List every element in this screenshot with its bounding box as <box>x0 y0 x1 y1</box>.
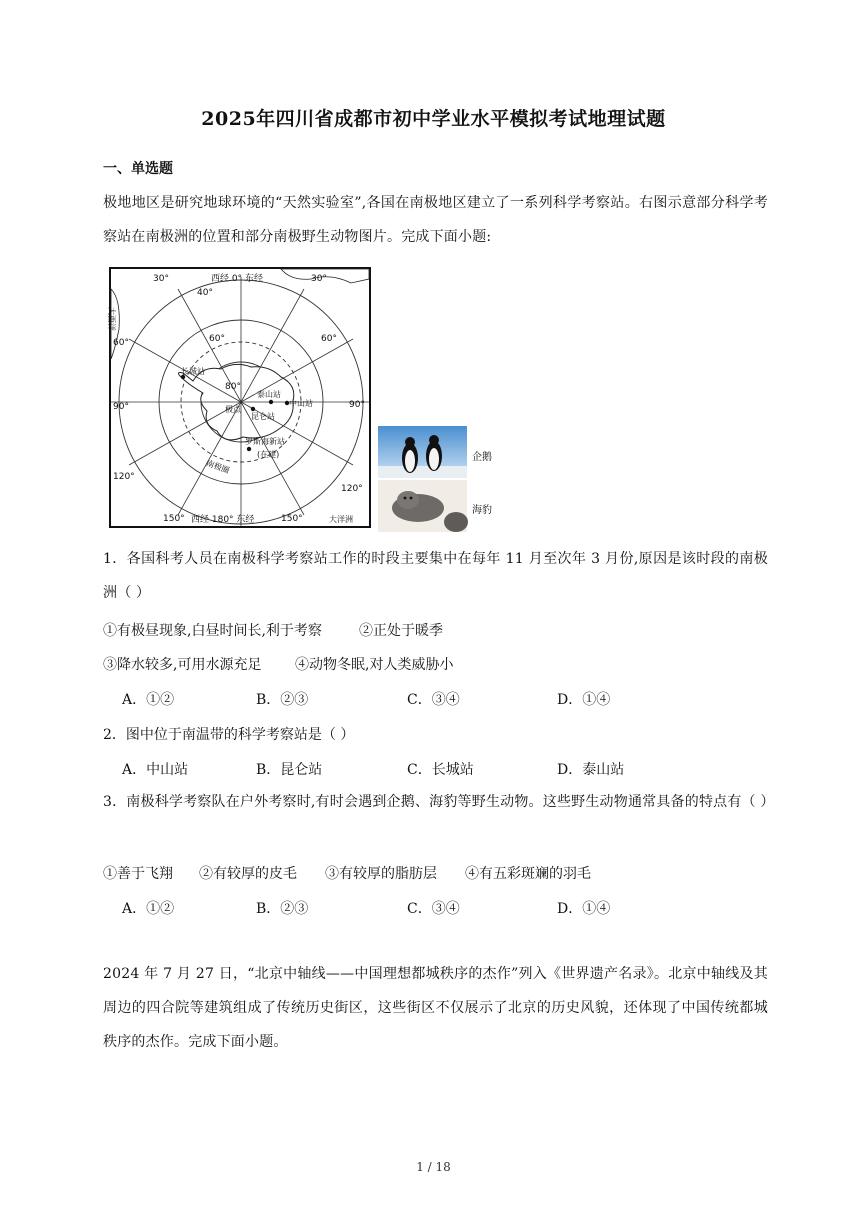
q3-option-a[interactable]: A．①② <box>122 901 175 917</box>
q3-item-1: ①善于飞翔 <box>103 866 173 882</box>
q3-option-b[interactable]: B．②③ <box>256 901 309 917</box>
map-label-w150: 150° <box>163 514 185 524</box>
map-label-lat40: 40° <box>197 288 213 298</box>
seal-label: 海豹 <box>472 505 492 516</box>
map-label-w90: 90° <box>113 402 129 412</box>
q3-item-4: ④有五彩斑斓的羽毛 <box>465 866 591 882</box>
map-label-lat60: 60° <box>209 334 225 344</box>
station-luosi-note: (在建) <box>257 450 280 459</box>
q1-item-2: ②正处于暖季 <box>359 623 443 639</box>
map-label-lon30w: 30° <box>153 274 169 284</box>
map-label-antarctic-circle: 南极圈 <box>204 458 231 476</box>
map-label-bottom: 西经 180° 东经 <box>191 515 255 525</box>
map-label-e90: 90° <box>349 400 365 410</box>
station-luosi-label: 罗斯海新站 <box>245 437 285 446</box>
map-label-lat60-right: 60° <box>321 334 337 344</box>
map-label-lat60-left: 60° <box>113 338 129 348</box>
section-heading: 一、单选题 <box>103 161 173 177</box>
station-changcheng-label: 长城站 <box>181 367 205 376</box>
question-3-stem: 3．南极科学考察队在户外考察时,有时会遇到企鹅、海豹等野生动物。这些野生动物通常具备的特点有（ ） <box>103 794 775 810</box>
page-number: 1 / 18 <box>416 1160 451 1174</box>
animal-photos <box>378 426 467 532</box>
page-title: 2025年四川省成都市初中学业水平模拟考试地理试题 <box>201 108 666 130</box>
map-label-e150: 150° <box>281 514 303 524</box>
q3-option-c[interactable]: C．③④ <box>407 901 460 917</box>
q2-option-c[interactable]: C．长城站 <box>407 762 474 778</box>
station-zhongshan-label: 中山站 <box>289 399 313 408</box>
station-kunlun-label: 昆仑站 <box>251 412 275 421</box>
antarctica-map <box>109 267 371 528</box>
q2-option-a[interactable]: A．中山站 <box>122 762 189 778</box>
q1-item-3: ③降水较多,可用水源充足 <box>103 657 262 673</box>
intro-paragraph-1: 极地地区是研究地球环境的“天然实验室”,各国在南极地区建立了一系列科学考察站。右图示意部分科学考察站在南极洲的位置和部分南极野生动物图片。完成下面小题: <box>103 195 768 245</box>
question-2-stem: 2．图中位于南温带的科学考察站是（ ） <box>103 727 355 743</box>
q1-option-b[interactable]: B．②③ <box>256 692 309 708</box>
map-label-lat80: 80° <box>225 382 241 392</box>
q1-item-1: ①有极昼现象,白昼时间长,利于考察 <box>103 623 322 639</box>
map-label-e120: 120° <box>341 484 363 494</box>
q1-option-a[interactable]: A．①② <box>122 692 175 708</box>
station-taishan-label: 泰山站 <box>257 390 281 399</box>
map-label-lon30e: 30° <box>311 274 327 284</box>
map-label-ocean-bottom: 大洋洲 <box>329 515 353 524</box>
map-label-top: 西经 0° 东经 <box>211 274 263 284</box>
penguin-label: 企鹅 <box>472 452 492 463</box>
q1-item-4: ④动物冬眠,对人类威胁小 <box>295 657 454 673</box>
map-label-w120: 120° <box>113 472 135 482</box>
q1-option-d[interactable]: D．①④ <box>557 692 611 708</box>
question-1-stem: 1．各国科考人员在南极科学考察站工作的时段主要集中在每年 11 月至次年 3 月份,原因是该时段的南极洲（ ） <box>103 551 768 601</box>
q3-option-d[interactable]: D．①④ <box>557 901 611 917</box>
map-label-pole: 极点 <box>225 405 241 414</box>
q2-option-d[interactable]: D．泰山站 <box>557 762 625 778</box>
q3-item-3: ③有较厚的脂肪层 <box>325 866 437 882</box>
q2-option-b[interactable]: B．昆仑站 <box>256 762 323 778</box>
intro-paragraph-2: 2024 年 7 月 27 日，“北京中轴线——中国理想都城秩序的杰作”列入《世界遗产名录》。北京中轴线及其周边的四合院等建筑组成了传统历史街区，这些街区不仅展示了北京的历史风貌，还体现了中国传统都城秩序的杰作。完成下面小题。 <box>103 966 768 1050</box>
map-label-ocean-left: 大西洋 <box>107 307 116 331</box>
q1-option-c[interactable]: C．③④ <box>407 692 460 708</box>
q3-item-2: ②有较厚的皮毛 <box>199 866 297 882</box>
